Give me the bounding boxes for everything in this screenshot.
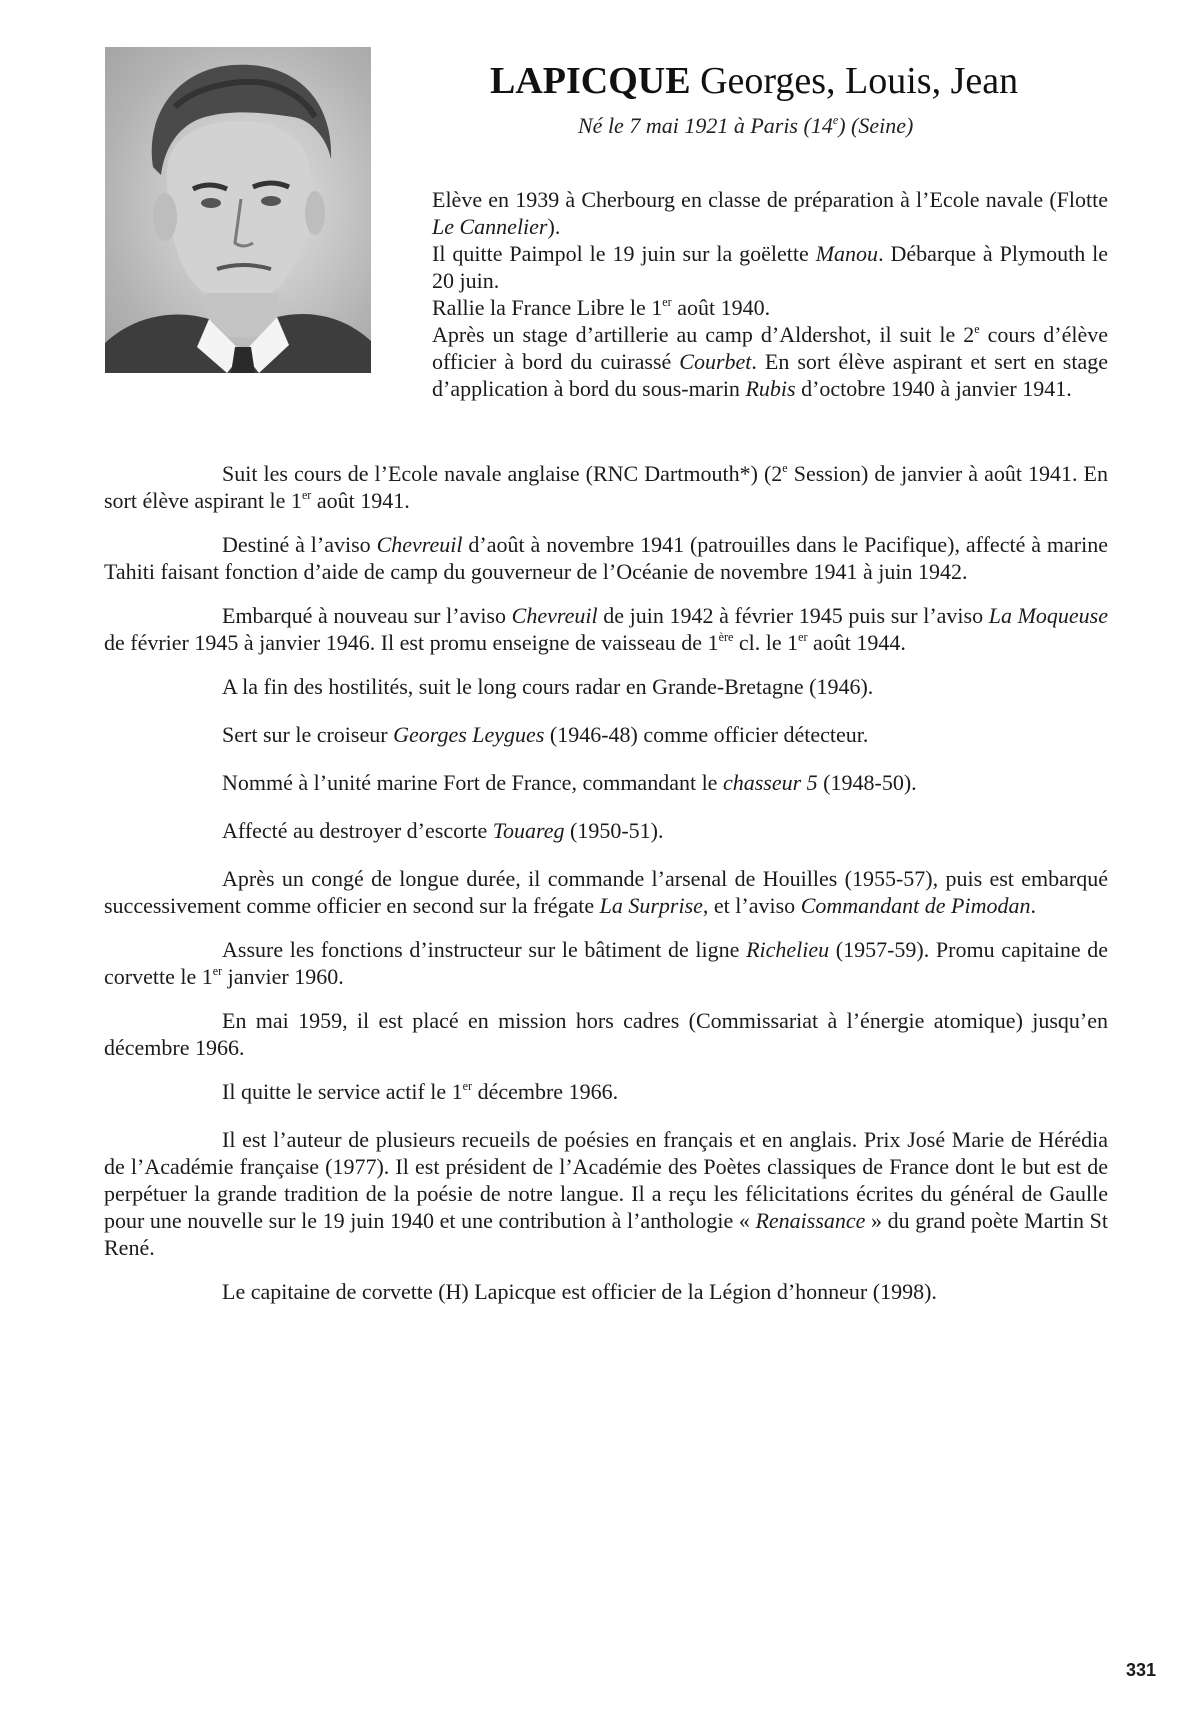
birth-text: Né le 7 mai 1921 à Paris (14 (578, 113, 833, 138)
paragraph: Elève en 1939 à Cherbourg en classe de préparation à l’Ecole navale (Flotte Le Cannelier). (432, 187, 1108, 239)
paragraph: Nommé à l’unité marine Fort de France, commandant le chasseur 5 (1948-50). (222, 770, 917, 795)
birth-superscript: e (832, 112, 839, 127)
birth-line (578, 112, 1078, 140)
paragraph: Assure les fonctions d’instructeur sur le bâtiment de ligne Richelieu (1957-59). Promu capitaine de corvette le 1er janvier 1960. (104, 937, 1109, 989)
paragraph: Embarqué à nouveau sur l’aviso Chevreuil de juin 1942 à février 1945 puis sur l’aviso La Moqueuse de février 1945 à janvier 1946. Il est promu enseigne de vaisseau de 1ère cl. le 1er août 1944. (104, 603, 1109, 655)
paragraph: Le capitaine de corvette (H) Lapicque est officier de la Légion d’honneur (1998). (222, 1279, 937, 1304)
paragraph: Rallie la France Libre le 1er août 1940. (432, 294, 771, 320)
paragraph: En mai 1959, il est placé en mission hors cadres (Commissariat à l’énergie atomique) jusqu’en décembre 1966. (104, 1008, 1108, 1060)
surname: LAPICQUE (490, 60, 691, 102)
main-text (104, 460, 1108, 1322)
portrait-photo (105, 47, 371, 373)
paragraph: Destiné à l’aviso Chevreuil d’août à novembre 1941 (patrouilles dans le Pacifique), affecté à marine Tahiti faisant fonction d’aide de camp du gouverneur de l’Océanie de novembre 1941 à juin 1942. (104, 532, 1108, 584)
paragraph: Sert sur le croiseur Georges Leygues (1946-48) comme officier détecteur. (222, 722, 869, 747)
paragraph: Après un stage d’artillerie au camp d’Aldershot, il suit le 2e cours d’élève officier à bord du cuirassé Courbet. En sort élève aspirant et sert en stage d’application à bord du sous-marin Rubis d’octobre 1940 à janvier 1941. (432, 321, 1109, 401)
paragraph: Il quitte le service actif le 1er décembre 1966. (222, 1078, 619, 1104)
intro-column (432, 186, 1108, 402)
paragraph: Il est l’auteur de plusieurs recueils de poésies en français et en anglais. Prix José Marie de Hérédia de l’Académie française (1977). Il est président de l’Académie des Poètes classiques de France dont le but est de perpétuer la grande tradition de la poésie de notre langue. Il a reçu les félicitations écrites du général de Gaulle pour une nouvelle sur le 19 juin 1940 et une contribution à l’anthologie « Renaissance » du grand poète Martin St René. (104, 1127, 1108, 1260)
birth-text-end: ) (Seine) (838, 113, 914, 138)
given-names: Georges, Louis, Jean (690, 60, 1019, 102)
page-title (490, 58, 1090, 104)
paragraph: A la fin des hostilités, suit le long cours radar en Grande-Bretagne (1946). (222, 674, 874, 699)
paragraph: Il quitte Paimpol le 19 juin sur la goëlette Manou. Débarque à Plymouth le 20 juin. (432, 241, 1108, 293)
page-number: 331 (1126, 1660, 1157, 1680)
paragraph: Après un congé de longue durée, il commande l’arsenal de Houilles (1955-57), puis est embarqué successivement comme officier en second sur la frégate La Surprise, et l’aviso Commandant de Pimodan. (104, 866, 1108, 918)
paragraph: Affecté au destroyer d’escorte Touareg (1950-51). (222, 818, 664, 843)
portrait-icon (105, 47, 371, 373)
paragraph: Suit les cours de l’Ecole navale anglaise (RNC Dartmouth*) (2e Session) de janvier à août 1941. En sort élève aspirant le 1er août 1941. (104, 460, 1108, 513)
